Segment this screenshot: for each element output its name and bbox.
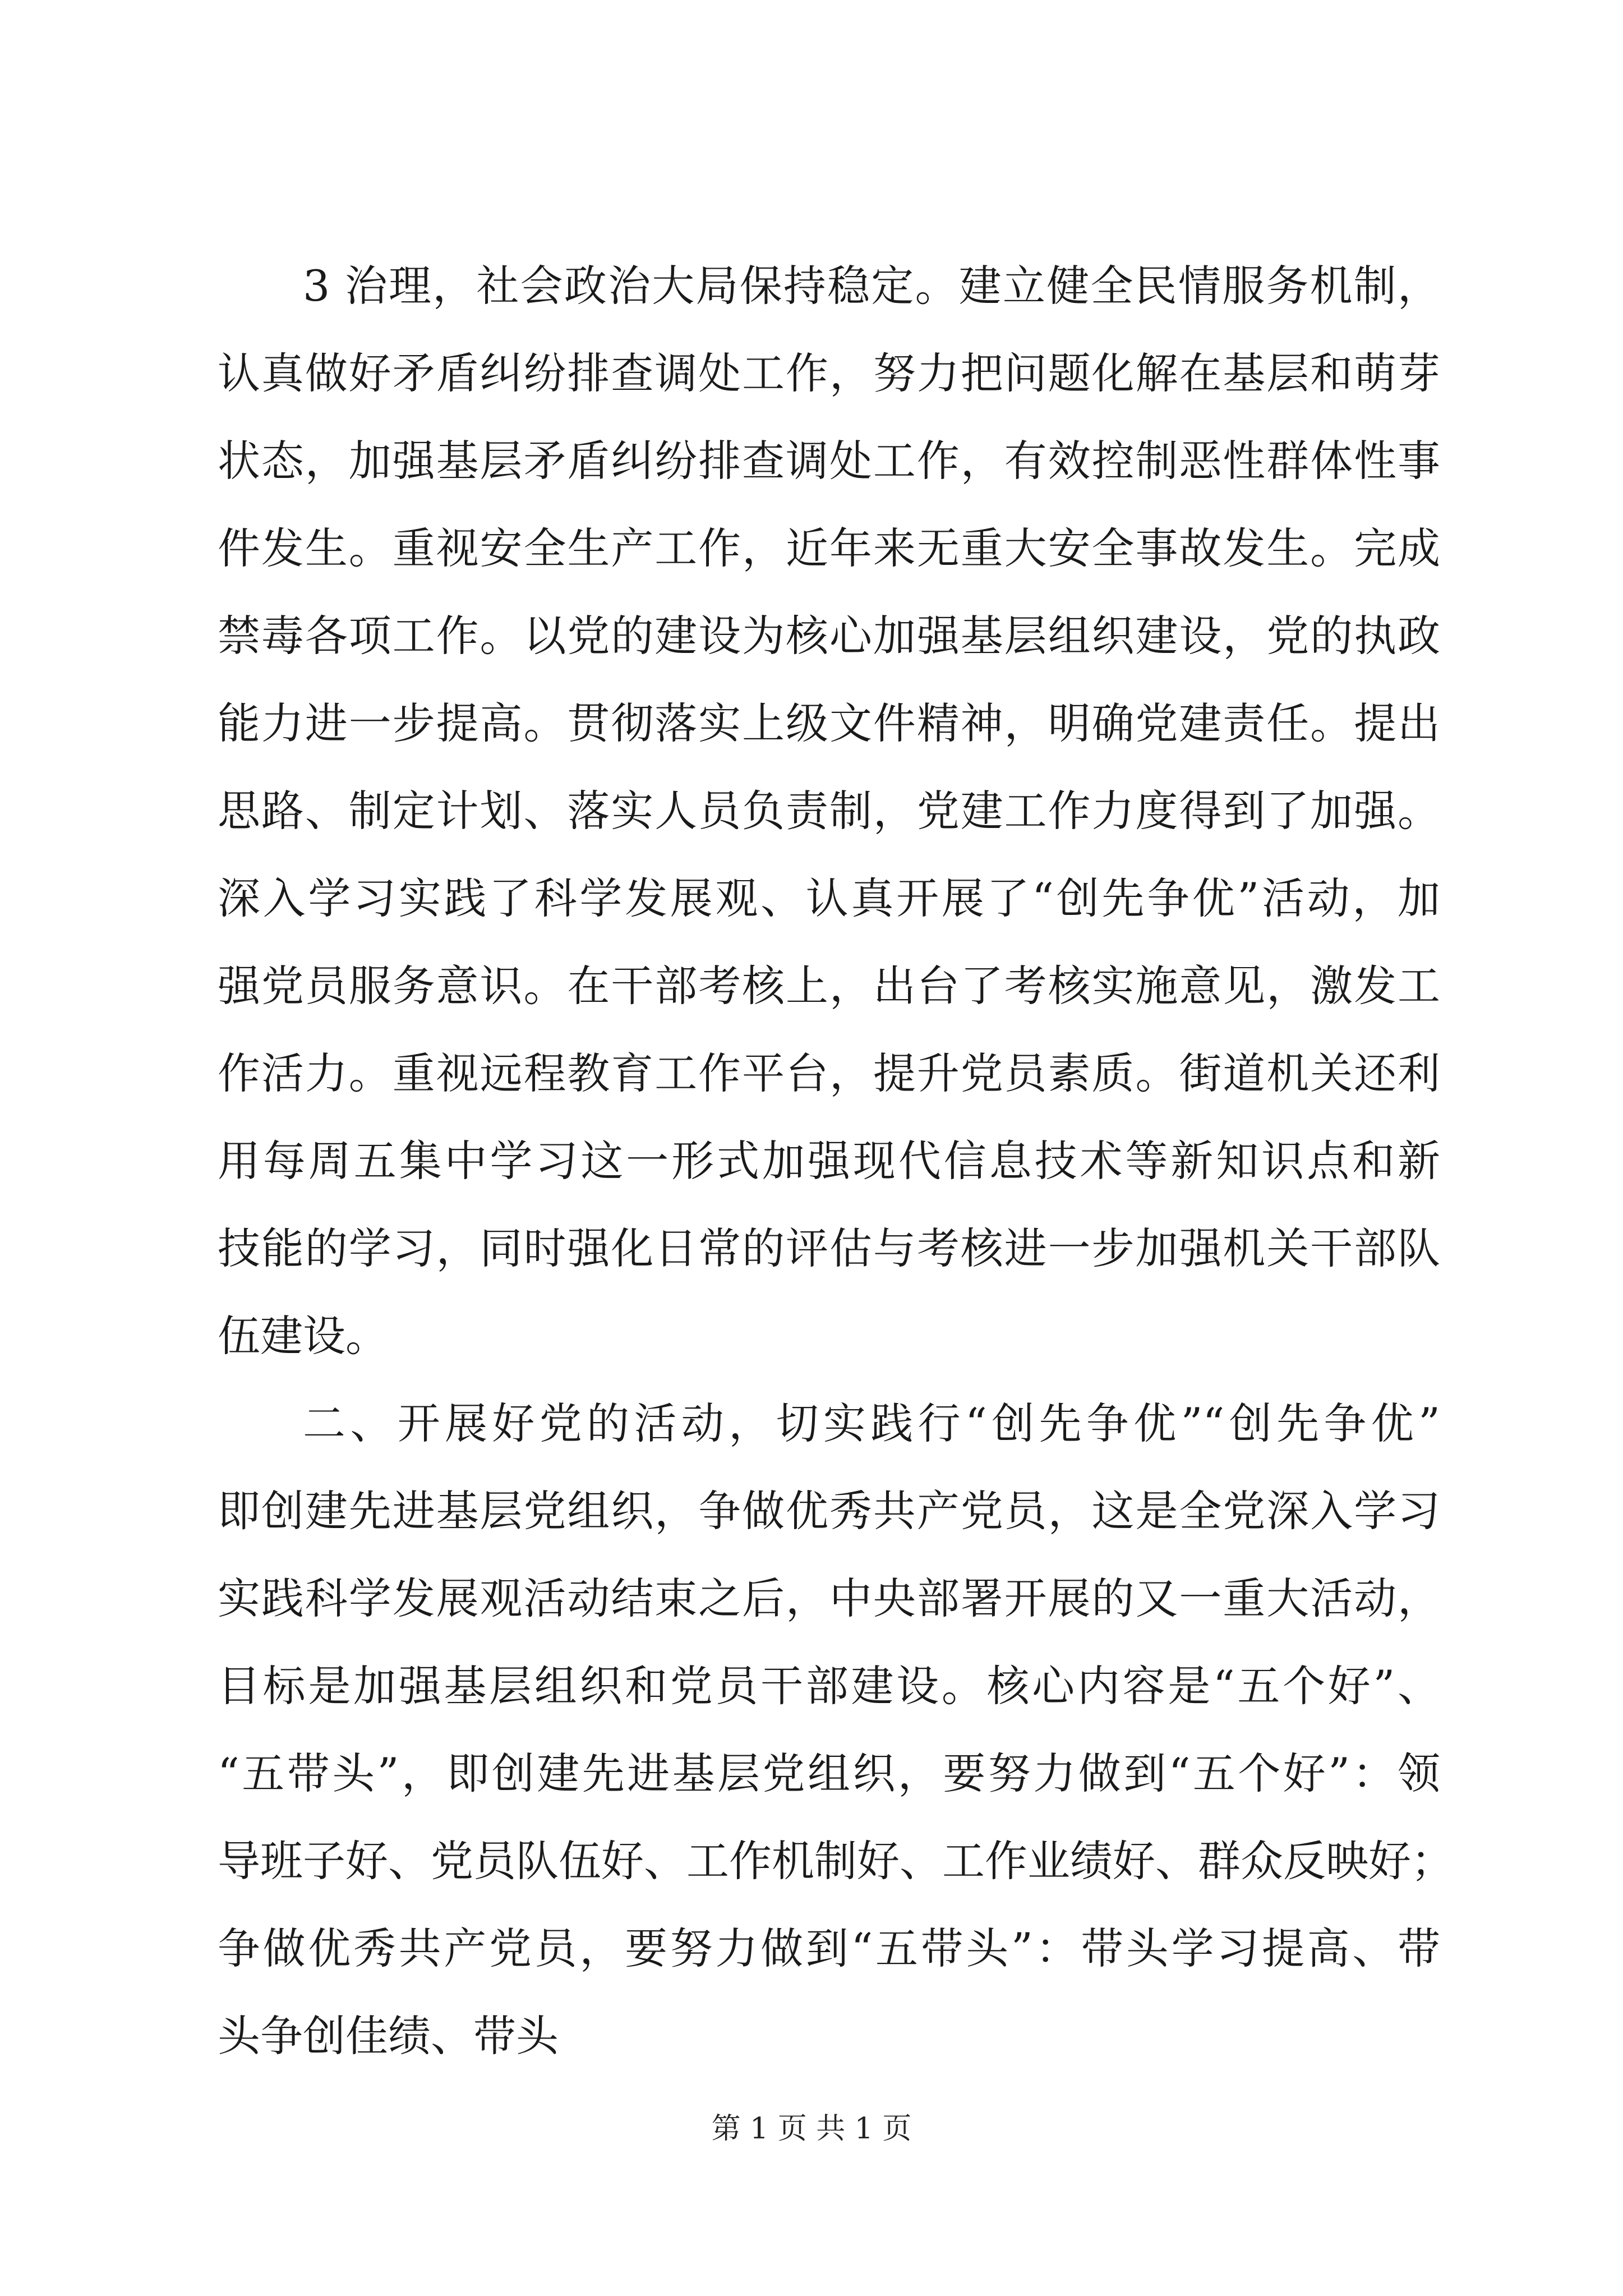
paragraph-2-line-4: 目标是加强基层组织和党员干部建设。核心内容是“五个好”、: [218, 1661, 1440, 1711]
paragraph-2-line-5: “五带头”，即创建先进基层党组织，要努力做到“五个好”：领: [218, 1749, 1440, 1798]
paragraph-1-line-9: 强党员服务意识。在干部考核上，出台了考核实施意见，激发工: [218, 961, 1440, 1011]
paragraph-1-line-1: 3 治理，社会政治大局保持稳定。建立健全民情服务机制，: [303, 261, 1440, 311]
paragraph-2-line-7: 争做优秀共产党员，要努力做到“五带头”：带头学习提高、带: [218, 1924, 1440, 1973]
paragraph-1-line-4: 件发生。重视安全生产工作，近年来无重大安全事故发生。完成: [218, 523, 1440, 573]
paragraph-1-line-13: 伍建设。: [218, 1311, 388, 1361]
paragraph-1-line-5: 禁毒各项工作。以党的建设为核心加强基层组织建设，党的执政: [218, 611, 1440, 661]
paragraph-1-line-3: 状态，加强基层矛盾纠纷排查调处工作，有效控制恶性群体性事: [218, 436, 1440, 486]
paragraph-1-line-10: 作活力。重视远程教育工作平台，提升党员素质。街道机关还利: [218, 1048, 1440, 1098]
paragraph-1-line-8: 深入学习实践了科学发展观、认真开展了“创先争优”活动，加: [218, 873, 1440, 923]
paragraph-2-line-2: 即创建先进基层党组织，争做优秀共产党员，这是全党深入学习: [218, 1486, 1440, 1536]
paragraph-2-line-3: 实践科学发展观活动结束之后，中央部署开展的又一重大活动，: [218, 1573, 1440, 1623]
page-number-footer: 第 1 页 共 1 页: [711, 2112, 912, 2146]
paragraph-2-line-1: 二、开展好党的活动，切实践行“创先争优”“创先争优”: [303, 1398, 1440, 1448]
paragraph-2-line-6: 导班子好、党员队伍好、工作机制好、工作业绩好、群众反映好；: [218, 1836, 1454, 1886]
paragraph-1-line-11: 用每周五集中学习这一形式加强现代信息技术等新知识点和新: [218, 1136, 1440, 1186]
paragraph-1-line-6: 能力进一步提高。贯彻落实上级文件精神，明确党建责任。提出: [218, 698, 1440, 748]
paragraph-2-line-8: 头争创佳绩、带头: [218, 2011, 559, 2061]
paragraph-1-line-12: 技能的学习，同时强化日常的评估与考核进一步加强机关干部队: [218, 1223, 1440, 1273]
document-body: [218, 242, 1454, 2080]
paragraph-1-line-2: 认真做好矛盾纠纷排查调处工作，努力把问题化解在基层和萌芽: [218, 348, 1440, 398]
paragraph-1-line-7: 思路、制定计划、落实人员负责制，党建工作力度得到了加强。: [218, 786, 1440, 836]
